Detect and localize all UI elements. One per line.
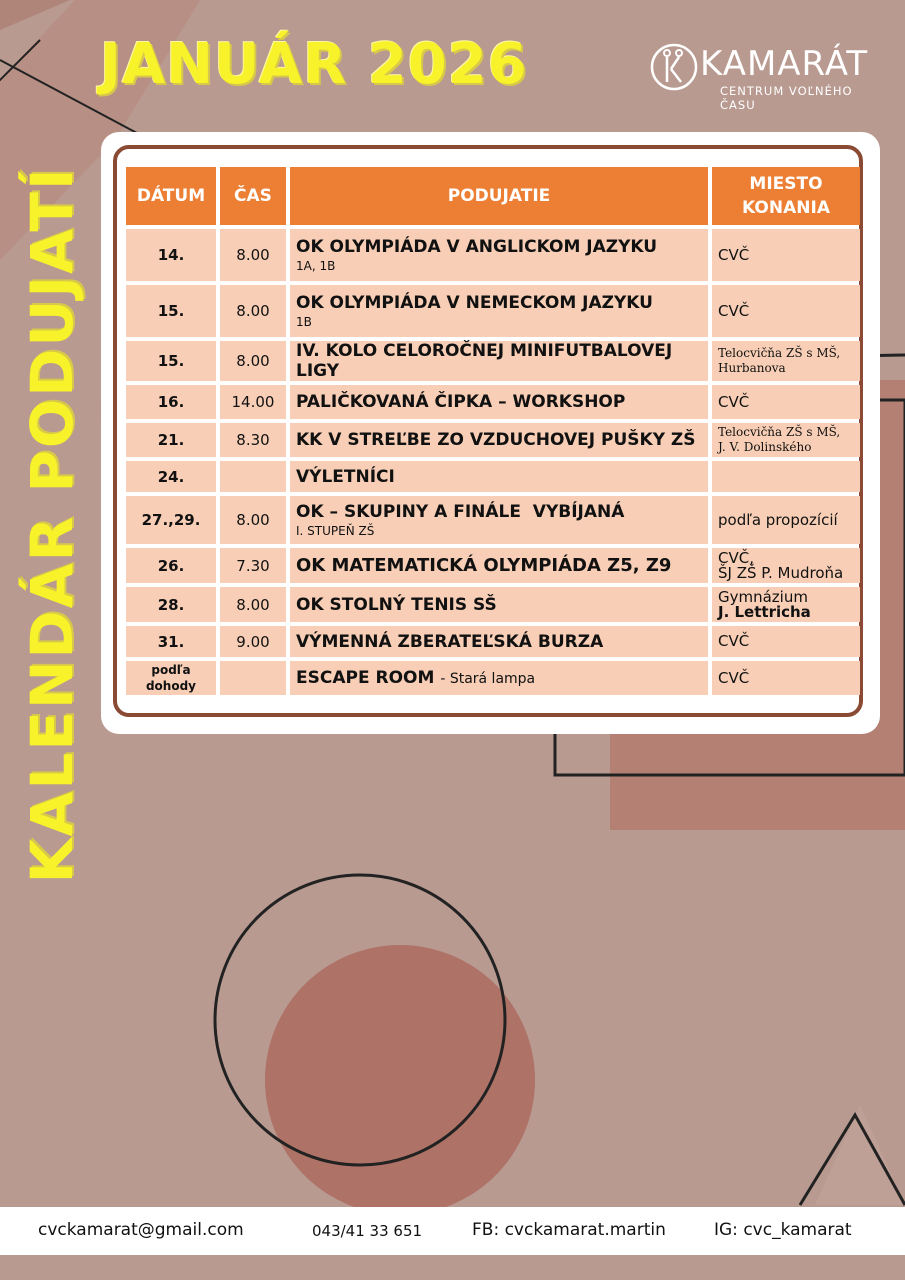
row-date: 27.,29. (126, 496, 216, 544)
table-row (126, 341, 860, 381)
row-time: 8.00 (220, 587, 286, 622)
header-date: DÁTUM (126, 167, 216, 225)
event-name: PALIČKOVANÁ ČIPKA – WORKSHOP (296, 392, 626, 412)
row-time (220, 461, 286, 492)
table-row (126, 461, 860, 492)
events-table (122, 163, 864, 699)
row-place: CVČ (712, 285, 860, 337)
row-place: CVČ (712, 229, 860, 281)
event-name: OK MATEMATICKÁ OLYMPIÁDA Z5, Z9 (296, 554, 672, 576)
event-name: VÝMENNÁ ZBERATEĽSKÁ BURZA (296, 631, 604, 652)
row-event (290, 461, 708, 492)
row-date: 14. (126, 229, 216, 281)
row-time: 14.00 (220, 385, 286, 419)
event-name: VÝLETNÍCI (296, 466, 395, 487)
table-header-row (126, 167, 860, 225)
place-line-1: CVČ, (718, 548, 754, 567)
place-line-2: ŠJ ZŠ P. Mudroňa (718, 563, 844, 582)
table-row (126, 423, 860, 457)
row-date: 28. (126, 587, 216, 622)
footer-email[interactable]: cvckamarat@gmail.com (38, 1220, 244, 1240)
kamarat-logo-icon (650, 42, 700, 92)
event-name-note: - Stará lampa (440, 670, 536, 687)
row-event (290, 626, 708, 657)
row-event (290, 548, 708, 583)
row-place: CVČ (712, 661, 860, 695)
logo (650, 42, 890, 112)
logo-subtitle: CENTRUM VOĽNÉHO ČASU (720, 84, 853, 112)
footer (0, 1207, 905, 1255)
place-line-2: J. V. Dolinského (718, 440, 812, 454)
event-name: OK OLYMPIÁDA V NEMECKOM JAZYKU (296, 292, 653, 313)
table-row (126, 229, 860, 281)
footer-facebook[interactable]: FB: cvckamarat.martin (472, 1220, 666, 1240)
place-line-2: Hurbanova (718, 361, 786, 375)
footer-phone[interactable]: 043/41 33 651 (312, 1222, 423, 1240)
row-time: 8.00 (220, 285, 286, 337)
row-date: 26. (126, 548, 216, 583)
place-line-1: Telocvičňa ZŠ s MŠ, (718, 425, 841, 439)
row-date: 15. (126, 341, 216, 381)
row-place (712, 423, 860, 457)
row-event (290, 285, 708, 337)
event-sub: 1A, 1B (296, 258, 336, 273)
row-place (712, 341, 860, 381)
table-row (126, 587, 860, 622)
footer-instagram[interactable]: IG: cvc_kamarat (714, 1220, 852, 1240)
row-place (712, 461, 860, 492)
place-line-1: Telocvičňa ZŠ s MŠ, (718, 346, 841, 360)
row-date: 31. (126, 626, 216, 657)
row-event (290, 385, 708, 419)
row-time: 9.00 (220, 626, 286, 657)
page-title: JANUÁR 2026 (100, 32, 528, 97)
table-row (126, 496, 860, 544)
row-time (220, 661, 286, 695)
logo-name: KAMARÁT (700, 44, 869, 84)
row-event (290, 229, 708, 281)
event-name: OK OLYMPIÁDA V ANGLICKOM JAZYKU (296, 236, 658, 257)
event-name: OK STOLNÝ TENIS SŠ (296, 594, 497, 615)
header-time: ČAS (220, 167, 286, 225)
row-date: 16. (126, 385, 216, 419)
event-name: KK V STREĽBE ZO VZDUCHOVEJ PUŠKY ZŠ (296, 430, 696, 450)
header-event: PODUJATIE (290, 167, 708, 225)
place-line-2: J. Lettricha (718, 602, 811, 621)
row-place: CVČ (712, 626, 860, 657)
row-event (290, 661, 708, 695)
row-date: 24. (126, 461, 216, 492)
side-title: KALENDÁR PODUJATÍ (18, 166, 86, 884)
row-event (290, 341, 708, 381)
row-place (712, 587, 860, 622)
table-row (126, 385, 860, 419)
row-time: 8.00 (220, 496, 286, 544)
table-row (126, 548, 860, 583)
row-time: 8.30 (220, 423, 286, 457)
event-sub: I. STUPEŇ ZŠ (296, 523, 375, 538)
event-sub: 1B (296, 314, 312, 329)
table-row (126, 661, 860, 695)
row-event (290, 587, 708, 622)
row-event (290, 496, 708, 544)
row-time: 7.30 (220, 548, 286, 583)
row-date: podľa dohody (126, 661, 216, 695)
place-line-1: Gymnázium (718, 587, 808, 606)
row-time: 8.00 (220, 229, 286, 281)
table-row (126, 626, 860, 657)
row-time: 8.00 (220, 341, 286, 381)
event-name: IV. KOLO CELOROČNEJ MINIFUTBALOVEJ LIGY (296, 341, 673, 381)
event-name-main: ESCAPE ROOM (296, 667, 435, 688)
event-name (296, 668, 702, 689)
header-place: MIESTO KONANIA (712, 167, 860, 225)
row-place (712, 548, 860, 583)
row-place: podľa propozícií (712, 496, 860, 544)
event-name: OK – SKUPINY A FINÁLE VYBÍJANÁ (296, 501, 625, 522)
row-date: 21. (126, 423, 216, 457)
row-place: CVČ (712, 385, 860, 419)
row-date: 15. (126, 285, 216, 337)
row-event (290, 423, 708, 457)
table-row (126, 285, 860, 337)
